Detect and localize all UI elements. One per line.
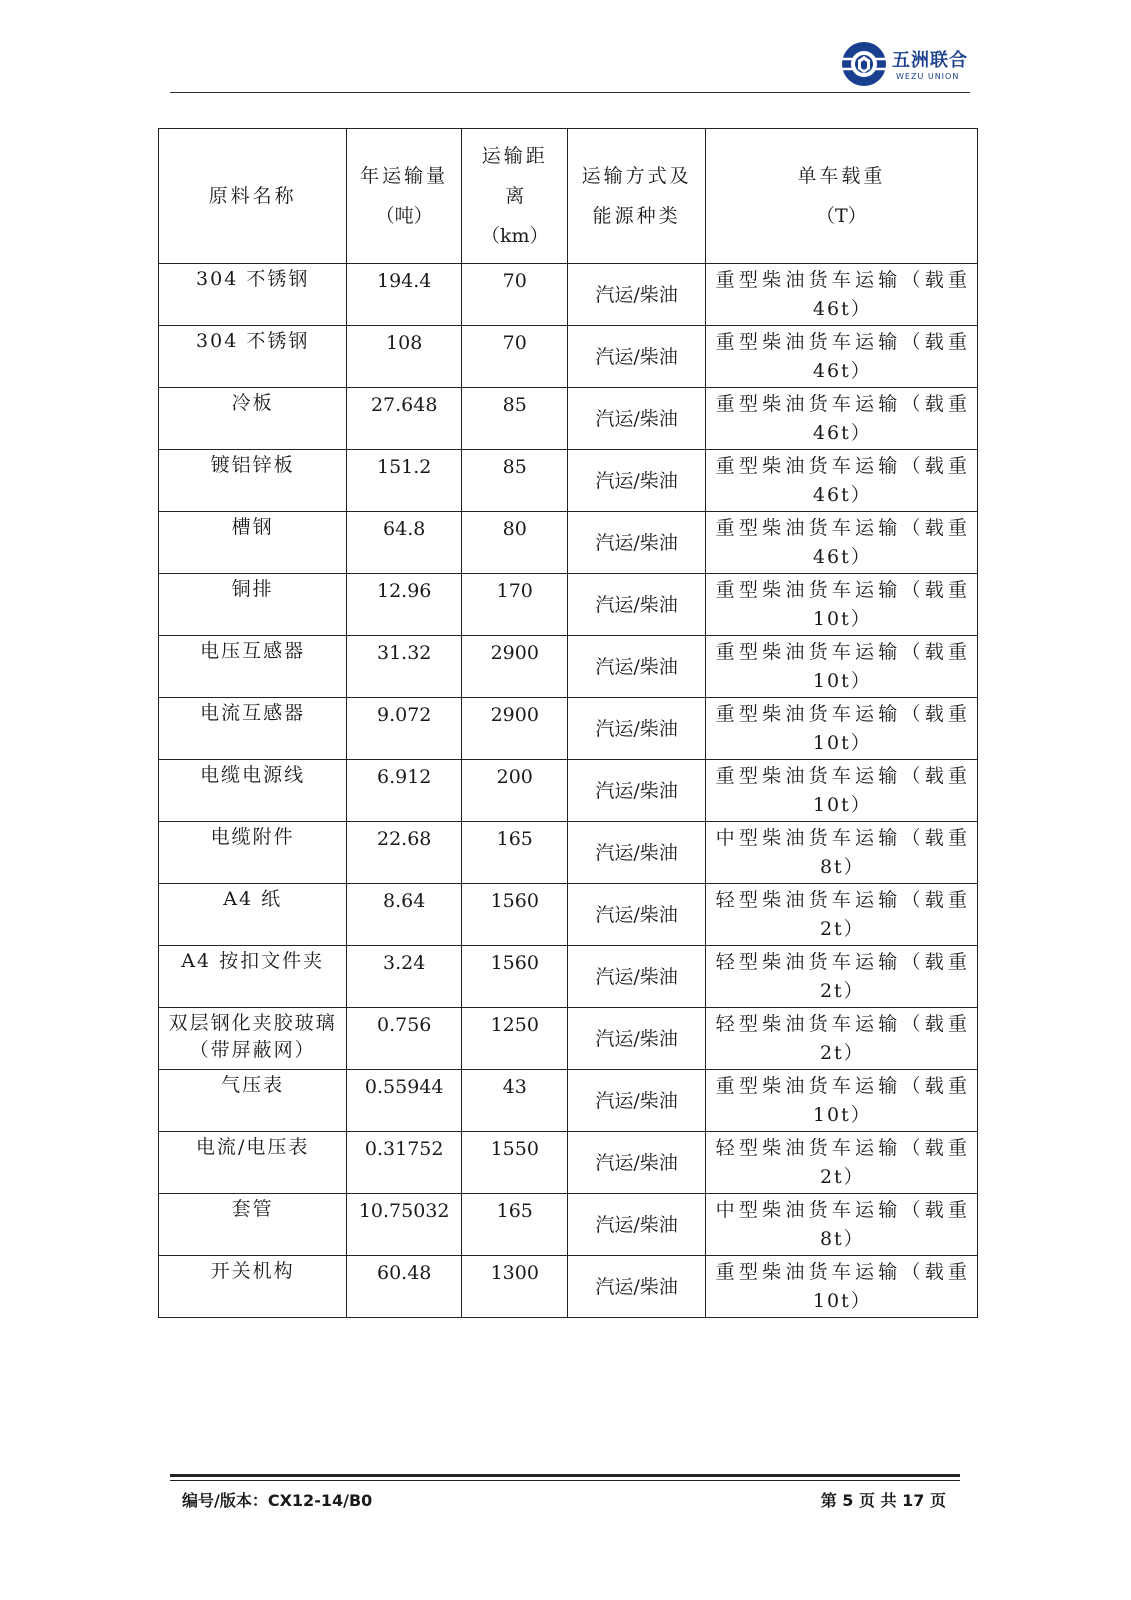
cell-distance: 85 [462, 388, 568, 450]
header-transport-mode: 运输方式及 能源种类 [568, 129, 705, 264]
table-row [159, 698, 978, 760]
cell-vehicle-load: 重型柴油货车运输（载重46t） [705, 450, 977, 512]
cell-annual-volume: 0.55944 [347, 1070, 462, 1132]
cell-distance: 85 [462, 450, 568, 512]
cell-material-name: 电压互感器 [159, 636, 347, 698]
cell-distance: 1560 [462, 946, 568, 1008]
cell-material-name: 铜排 [159, 574, 347, 636]
cell-transport-mode: 汽运/柴油 [568, 388, 705, 450]
cell-vehicle-load: 轻型柴油货车运输（载重2t） [705, 884, 977, 946]
cell-vehicle-load: 轻型柴油货车运输（载重2t） [705, 1008, 977, 1070]
cell-material-name: A4 按扣文件夹 [159, 946, 347, 1008]
header-divider [170, 92, 970, 93]
table-row [159, 574, 978, 636]
table-row [159, 264, 978, 326]
cell-vehicle-load: 重型柴油货车运输（载重46t） [705, 326, 977, 388]
cell-annual-volume: 6.912 [347, 760, 462, 822]
cell-transport-mode: 汽运/柴油 [568, 512, 705, 574]
cell-transport-mode: 汽运/柴油 [568, 1256, 705, 1318]
cell-annual-volume: 10.75032 [347, 1194, 462, 1256]
table-row [159, 1132, 978, 1194]
cell-material-name: 冷板 [159, 388, 347, 450]
table-row [159, 388, 978, 450]
cell-material-name: 套管 [159, 1194, 347, 1256]
logo-emblem-icon [840, 40, 888, 88]
header-distance: 运输距 离 （km） [462, 129, 568, 264]
company-logo [840, 38, 990, 94]
logo-english-name: WEZU UNION [896, 72, 960, 81]
cell-transport-mode: 汽运/柴油 [568, 326, 705, 388]
cell-vehicle-load: 轻型柴油货车运输（载重2t） [705, 1132, 977, 1194]
cell-vehicle-load: 中型柴油货车运输（载重8t） [705, 822, 977, 884]
cell-distance: 165 [462, 822, 568, 884]
cell-vehicle-load: 轻型柴油货车运输（载重2t） [705, 946, 977, 1008]
cell-distance: 165 [462, 1194, 568, 1256]
table-row [159, 512, 978, 574]
cell-material-name: 电流/电压表 [159, 1132, 347, 1194]
table-row [159, 946, 978, 1008]
cell-annual-volume: 0.31752 [347, 1132, 462, 1194]
table-row [159, 884, 978, 946]
page-number: 第 5 页 共 17 页 [820, 1491, 946, 1510]
cell-vehicle-load: 重型柴油货车运输（载重10t） [705, 1256, 977, 1318]
cell-annual-volume: 8.64 [347, 884, 462, 946]
table-row [159, 822, 978, 884]
cell-transport-mode: 汽运/柴油 [568, 264, 705, 326]
cell-material-name: 气压表 [159, 1070, 347, 1132]
cell-transport-mode: 汽运/柴油 [568, 1070, 705, 1132]
cell-vehicle-load: 重型柴油货车运输（载重10t） [705, 1070, 977, 1132]
table-header-row [159, 129, 978, 264]
doc-number: 编号/版本：CX12-14/B0 [182, 1491, 373, 1510]
cell-annual-volume: 3.24 [347, 946, 462, 1008]
table-row [159, 450, 978, 512]
cell-material-name: 电缆附件 [159, 822, 347, 884]
transport-table [158, 128, 978, 1318]
cell-vehicle-load: 重型柴油货车运输（载重46t） [705, 264, 977, 326]
cell-transport-mode: 汽运/柴油 [568, 1132, 705, 1194]
cell-annual-volume: 31.32 [347, 636, 462, 698]
cell-material-name: 304 不锈钢 [159, 326, 347, 388]
cell-vehicle-load: 中型柴油货车运输（载重8t） [705, 1194, 977, 1256]
logo-company-name: 五洲联合 [892, 50, 968, 71]
cell-distance: 200 [462, 760, 568, 822]
cell-distance: 1550 [462, 1132, 568, 1194]
cell-vehicle-load: 重型柴油货车运输（载重10t） [705, 574, 977, 636]
cell-vehicle-load: 重型柴油货车运输（载重46t） [705, 512, 977, 574]
header-material-name: 原料名称 [159, 129, 347, 264]
footer-divider-thick [170, 1474, 960, 1477]
cell-material-name: 开关机构 [159, 1256, 347, 1318]
header-annual-volume: 年运输量 （吨） [347, 129, 462, 264]
cell-material-name: 304 不锈钢 [159, 264, 347, 326]
cell-transport-mode: 汽运/柴油 [568, 636, 705, 698]
cell-transport-mode: 汽运/柴油 [568, 760, 705, 822]
cell-vehicle-load: 重型柴油货车运输（载重10t） [705, 698, 977, 760]
cell-vehicle-load: 重型柴油货车运输（载重10t） [705, 636, 977, 698]
cell-annual-volume: 22.68 [347, 822, 462, 884]
cell-annual-volume: 108 [347, 326, 462, 388]
table-row [159, 636, 978, 698]
cell-annual-volume: 12.96 [347, 574, 462, 636]
cell-distance: 1560 [462, 884, 568, 946]
cell-material-name: 双层钢化夹胶玻璃（带屏蔽网） [159, 1008, 347, 1070]
table-row [159, 760, 978, 822]
cell-transport-mode: 汽运/柴油 [568, 1194, 705, 1256]
cell-annual-volume: 151.2 [347, 450, 462, 512]
table-row [159, 1008, 978, 1070]
cell-distance: 43 [462, 1070, 568, 1132]
cell-annual-volume: 0.756 [347, 1008, 462, 1070]
cell-transport-mode: 汽运/柴油 [568, 450, 705, 512]
cell-distance: 70 [462, 264, 568, 326]
table-row [159, 1256, 978, 1318]
cell-transport-mode: 汽运/柴油 [568, 698, 705, 760]
cell-distance: 1250 [462, 1008, 568, 1070]
cell-material-name: A4 纸 [159, 884, 347, 946]
header-vehicle-load: 单车载重 （T） [705, 129, 977, 264]
cell-distance: 80 [462, 512, 568, 574]
cell-distance: 2900 [462, 636, 568, 698]
footer-divider-thin [170, 1480, 960, 1481]
cell-vehicle-load: 重型柴油货车运输（载重46t） [705, 388, 977, 450]
cell-material-name: 电流互感器 [159, 698, 347, 760]
table-row [159, 1070, 978, 1132]
cell-distance: 70 [462, 326, 568, 388]
cell-annual-volume: 64.8 [347, 512, 462, 574]
cell-transport-mode: 汽运/柴油 [568, 946, 705, 1008]
cell-material-name: 电缆电源线 [159, 760, 347, 822]
cell-annual-volume: 194.4 [347, 264, 462, 326]
cell-transport-mode: 汽运/柴油 [568, 574, 705, 636]
table-row [159, 1194, 978, 1256]
cell-material-name: 镀铝锌板 [159, 450, 347, 512]
cell-vehicle-load: 重型柴油货车运输（载重10t） [705, 760, 977, 822]
cell-annual-volume: 9.072 [347, 698, 462, 760]
cell-distance: 170 [462, 574, 568, 636]
cell-material-name: 槽钢 [159, 512, 347, 574]
cell-annual-volume: 27.648 [347, 388, 462, 450]
cell-distance: 1300 [462, 1256, 568, 1318]
cell-distance: 2900 [462, 698, 568, 760]
cell-transport-mode: 汽运/柴油 [568, 884, 705, 946]
cell-transport-mode: 汽运/柴油 [568, 1008, 705, 1070]
table-row [159, 326, 978, 388]
cell-transport-mode: 汽运/柴油 [568, 822, 705, 884]
cell-annual-volume: 60.48 [347, 1256, 462, 1318]
